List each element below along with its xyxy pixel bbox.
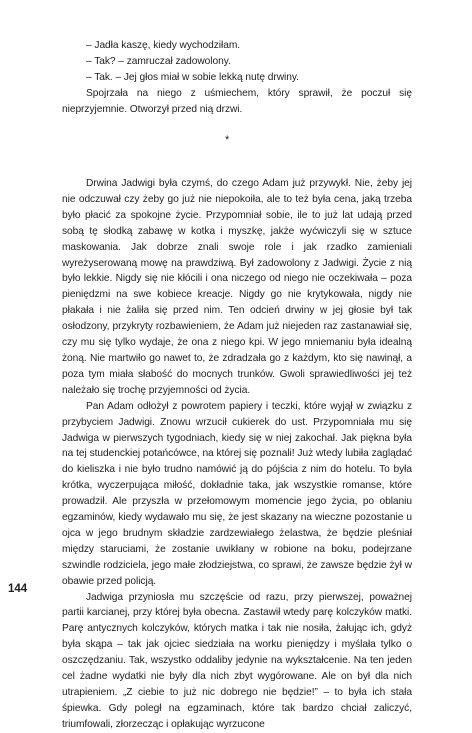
dialogue-line: – Tak? – zamruczał zadowolony. <box>86 55 231 67</box>
body-text-block <box>62 176 412 733</box>
dialogue-block <box>62 38 412 118</box>
paragraph: Pan Adam odłożył z powrotem papiery i teczki, które wyjął w związku z przybyciem Jadwigi. Znowu wrzucił cukierek do ust. Przypomniała mu się Jadwiga w pierwszych tygodniach, kiedy się w niej zakochał. Jak piękna była na tej studenckiej potańcówce, na której się poznali! Już wtedy lubiła zaglądać do kieliszka i nie było trudno namówić ją do pójścia z nim do hotelu. To była krótka, wyczerpująca miłość, dokładnie taka, jak wszystkie romanse, które prowadził. Ale przyszła w przełomowym momencie jego życia, po oblaniu egzaminów, kiedy wydawało mu się, że jest skazany na wieczne pozostanie u ojca w jego brudnym składzie zardzewiałego żelastwa, że będzie pleśniał między staruciami, że zostanie uwikłany w robione na boku, podejrzane szwindle rodziciela, jego małe złodziejstwa, co sprawi, że zawsze będzie żył w obawie przed policją. <box>62 400 412 587</box>
scene-break-asterisk: * <box>225 134 230 146</box>
page-number: 144 <box>8 583 28 595</box>
dialogue-line: – Jadła kaszę, kiedy wychodziłam. <box>86 40 241 51</box>
dialogue-line: – Tak. – Jej głos miał w sobie lekką nutę drwiny. <box>86 71 299 83</box>
paragraph: Drwina Jadwigi była czymś, do czego Adam już przywykł. Nie, żeby jej nie odczuwał czy żeby go już nie niepokoiła, ale to też była cena, jaką trzeba było płacić za spokojne życie. Przypomniał sobie, ile to już lat udają przed sobą tę słodką zabawę w kotka i myszkę, jakże wyćwiczyli się w sztuce maskowania. Jak dobrze znali swoje role i jak rzadko zamieniali wyreżyserowaną mowę na prawdziwą. Był zadowolony z Jadwigi. Życie z nią było lekkie. Nigdy się nie kłócili i ona niczego od niego nie oczekiwała – poza pieniędzmi na swe kobiece kreacje. Nigdy go nie krytykowała, nigdy nie płakała i nie żaliła się przed nim. Ten odcień drwiny w jej głosie był tak osłodzony, przykryty rozbawieniem, że Adam już niejeden raz zastanawiał się, czy mu się tylko wydaje, że ona z niego kpi. W jego mniemaniu była idealną żoną. Nie martwiło go nawet to, że zdradzała go z każdym, kto się nawinął, a poza tym miała słabość do mocnych trunków. Gwoli sprawiedliwości jej też należało się trochę przyjemności od życia. <box>62 178 412 396</box>
paragraph: Jadwiga przyniosła mu szczęście od razu, przy pierwszej, poważnej partii karcianej, przy której była obecna. Zastawił wtedy parę kolczyków matki. Parę antycznych kolczyków, których matka i tak nie nosiła, żałując ich, gdyż była skąpa – tak jak ojciec siedziała na worku pieniędzy i myślała tylko o oszczędzaniu. Tak, wszystko oddaliby jedynie na wykształcenie. Na ten jeden cel żadne wydatki nie były dla nich zbyt wygórowane. Ale on był dla nich utrapieniem. „Z ciebie to już nic dobrego nie będzie!” – to była ich stała śpiewka. Gdy poległ na egzaminach, które tak bardzo chciał zaliczyć, triumfowali, złorzecząc i opłakując wyrzucone <box>62 591 412 730</box>
paragraph: Spojrzała na niego z uśmiechem, który sprawił, że poczuł się nieprzyjemnie. Otworzył przed nią drzwi. <box>62 87 412 115</box>
